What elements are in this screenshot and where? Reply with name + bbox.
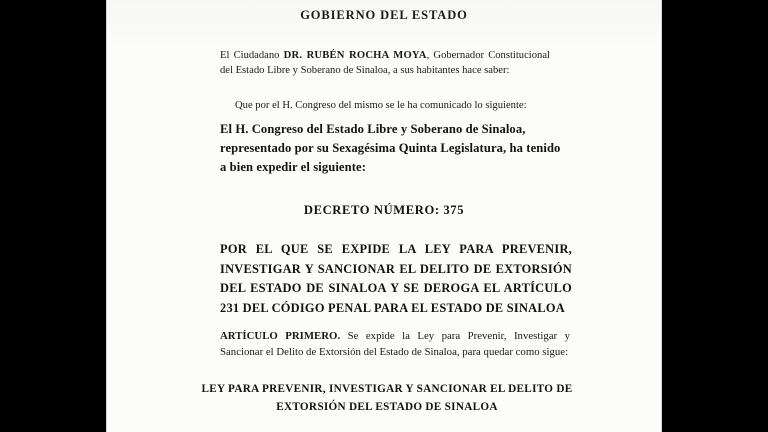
decree-title: POR EL QUE SE EXPIDE LA LEY PARA PREVENIR, INVESTIGAR Y SANCIONAR EL DELITO DE EXTORSIÓN DEL ESTADO DE SINALOA Y SE DEROGA EL ARTÍCULO 231 DEL CÓDIGO PENAL PARA EL ESTADO DE SINALOA: [220, 242, 572, 315]
document-page: [107, 0, 661, 432]
intro-rest: , Gobernador Constitucional del Estado Libre y Soberano de Sinaloa, a sus habitantes hace saber:: [220, 50, 550, 76]
right-letterbox: [661, 0, 768, 432]
article-first-text: Se expide la Ley para Prevenir, Investigar y Sancionar el Delito de Extorsión del Estado de Sinaloa, para quedar como sigue:: [220, 330, 570, 358]
article-first-label: ARTÍCULO PRIMERO.: [220, 330, 341, 342]
page-heading: GOBIERNO DEL ESTADO: [300, 8, 468, 22]
left-letterbox: [0, 0, 107, 432]
intro-lead: El Ciudadano: [220, 50, 284, 61]
law-title: LEY PARA PREVENIR, INVESTIGAR Y SANCIONAR EL DELITO DE EXTORSIÓN DEL ESTADO DE SINALOA: [201, 383, 573, 413]
governor-name: DR. RUBÉN ROCHA MOYA: [283, 50, 427, 61]
page-canvas: [107, 0, 661, 432]
communication-line: Que por el H. Congreso del mismo se le ha comunicado lo siguiente:: [235, 100, 527, 111]
intro-paragraph: [220, 48, 550, 78]
article-first-paragraph: [220, 328, 570, 360]
decree-number-heading: DECRETO NÚMERO: 375: [303, 203, 465, 217]
congress-statement: El H. Congreso del Estado Libre y Soberano de Sinaloa, representado por su Sexagésima Quinta Legislatura, ha tenido a bien expedir el siguiente:: [220, 122, 561, 174]
